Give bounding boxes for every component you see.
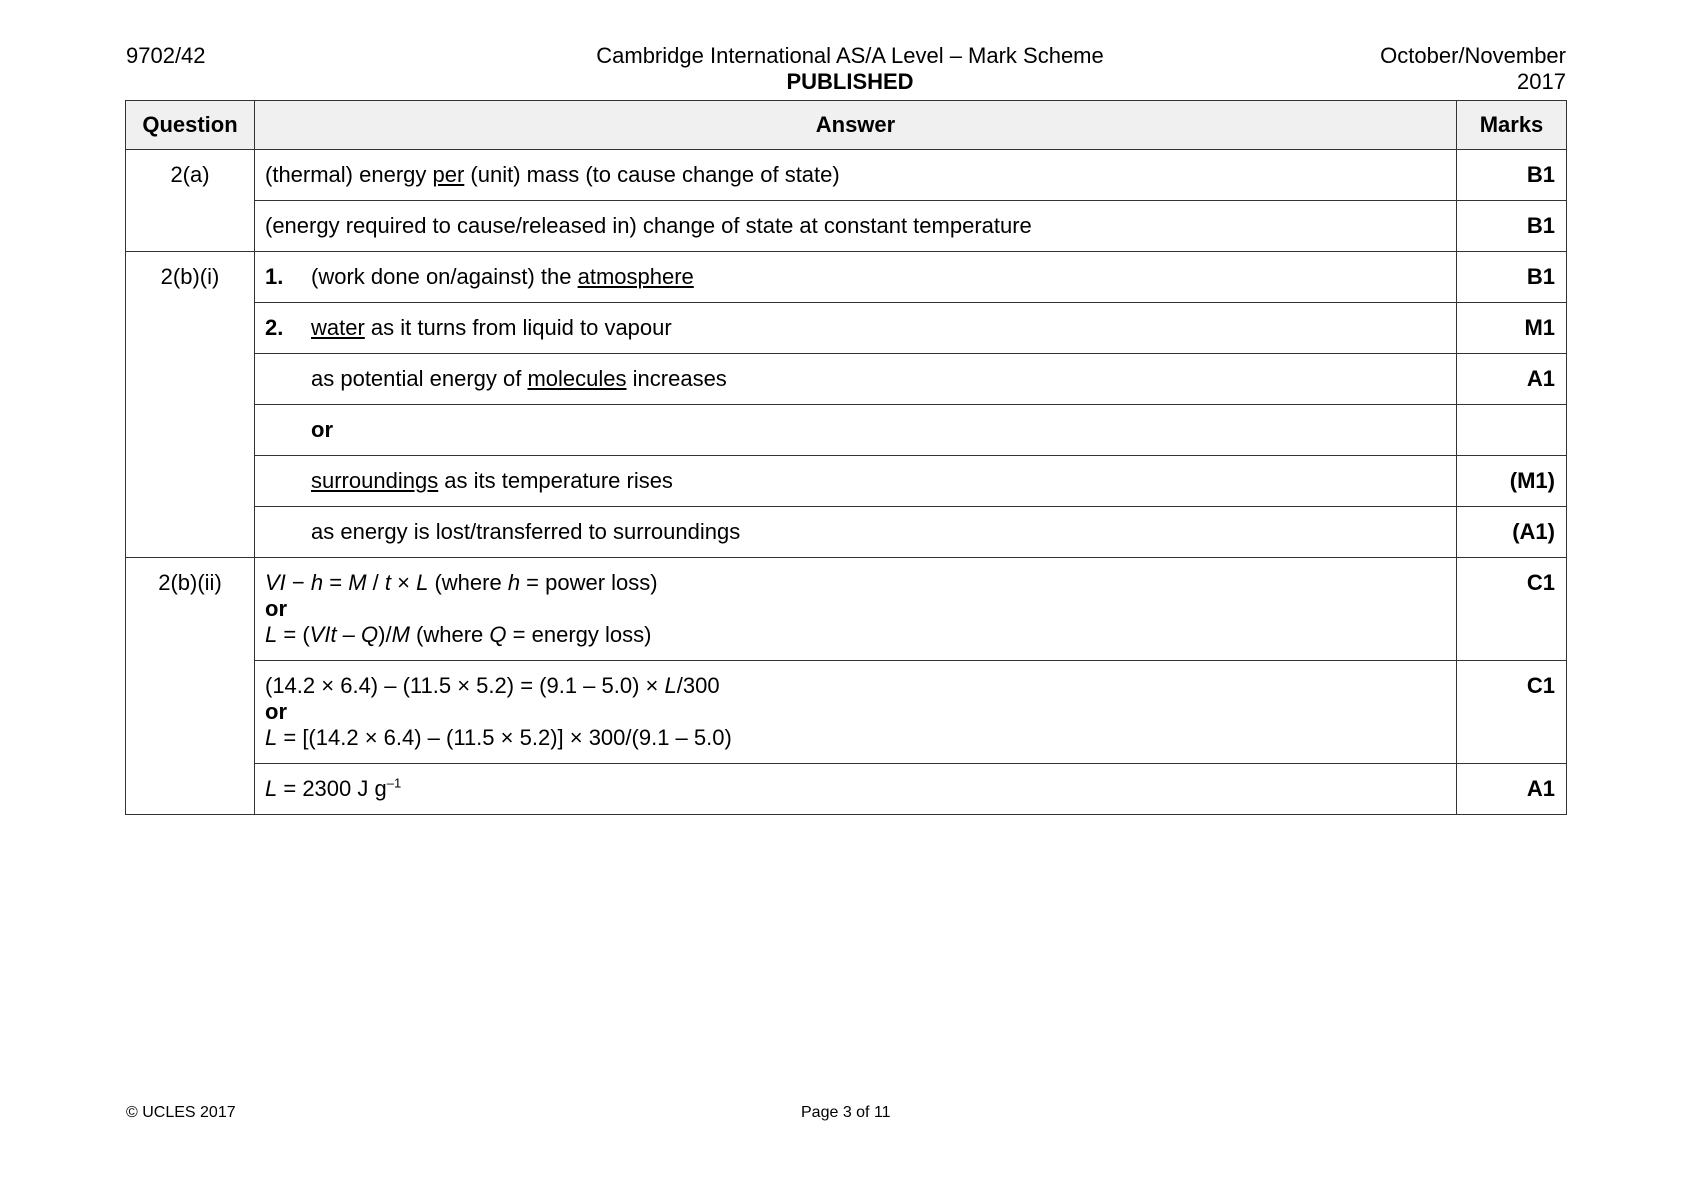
table-row — [126, 252, 1567, 303]
mark-cell: C1 — [1457, 661, 1567, 764]
or-label: or — [265, 699, 287, 724]
answer-cell: (energy required to cause/released in) change of state at constant temperature — [255, 201, 1457, 252]
mark-cell: B1 — [1457, 252, 1567, 303]
or-label: or — [311, 417, 333, 442]
answer-cell — [255, 558, 1457, 661]
mark-cell — [1457, 405, 1567, 456]
answer-cell — [255, 405, 1457, 456]
formula-line: VI − h = M / t × L (where h = power loss) — [265, 570, 658, 595]
page-number: Page 3 of 11 — [801, 1104, 891, 1121]
table-header-row — [126, 101, 1567, 150]
header-marks: Marks — [1457, 101, 1567, 150]
table-row — [126, 507, 1567, 558]
table-row — [126, 764, 1567, 815]
formula-line: (14.2 × 6.4) – (11.5 × 5.2) = (9.1 – 5.0) × L/300 — [265, 673, 720, 698]
table-row — [126, 303, 1567, 354]
answer-cell: L = 2300 J $g^{-1}$ — [255, 764, 1457, 815]
answer-cell: surroundings as its temperature rises — [255, 456, 1457, 507]
answer-cell: as potential energy of molecules increases — [255, 354, 1457, 405]
document-title: Cambridge International AS/A Level – Mark Scheme — [596, 43, 1104, 68]
exam-session: October/November — [1380, 43, 1566, 68]
table-row — [126, 201, 1567, 252]
question-label: 2(b)(ii) — [126, 558, 255, 815]
or-label: or — [265, 596, 287, 621]
copyright-notice: © UCLES 2017 — [126, 1104, 236, 1121]
mark-cell: A1 — [1457, 354, 1567, 405]
header-answer: Answer — [255, 101, 1457, 150]
formula-line: L = [(14.2 × 6.4) – (11.5 × 5.2)] × 300/(9.1 – 5.0) — [265, 725, 732, 750]
answer-cell — [255, 661, 1457, 764]
question-label: 2(b)(i) — [126, 252, 255, 558]
mark-cell: C1 — [1457, 558, 1567, 661]
document-code: 9702/42 — [126, 43, 206, 68]
answer-cell: 2. water as it turns from liquid to vapour — [255, 303, 1457, 354]
table-row — [126, 661, 1567, 764]
mark-scheme-table — [125, 100, 1567, 815]
header-question: Question — [126, 101, 255, 150]
table-row — [126, 456, 1567, 507]
exam-year: 2017 — [1517, 69, 1566, 94]
table-row — [126, 405, 1567, 456]
table-row — [126, 150, 1567, 201]
mark-cell: (A1) — [1457, 507, 1567, 558]
formula-line: L = (VIt – Q)/M (where Q = energy loss) — [265, 622, 652, 647]
exam-session-block — [1380, 43, 1566, 95]
answer-cell: 1. (work done on/against) the atmosphere — [255, 252, 1457, 303]
table-row — [126, 558, 1567, 661]
answer-cell: as energy is lost/transferred to surroundings — [255, 507, 1457, 558]
document-status: PUBLISHED — [786, 69, 914, 94]
table-row — [126, 354, 1567, 405]
question-label: 2(a) — [126, 150, 255, 252]
answer-cell: (thermal) energy per (unit) mass (to cause change of state) — [255, 150, 1457, 201]
mark-cell: A1 — [1457, 764, 1567, 815]
mark-cell: B1 — [1457, 150, 1567, 201]
mark-cell: M1 — [1457, 303, 1567, 354]
mark-cell: (M1) — [1457, 456, 1567, 507]
mark-cell: B1 — [1457, 201, 1567, 252]
